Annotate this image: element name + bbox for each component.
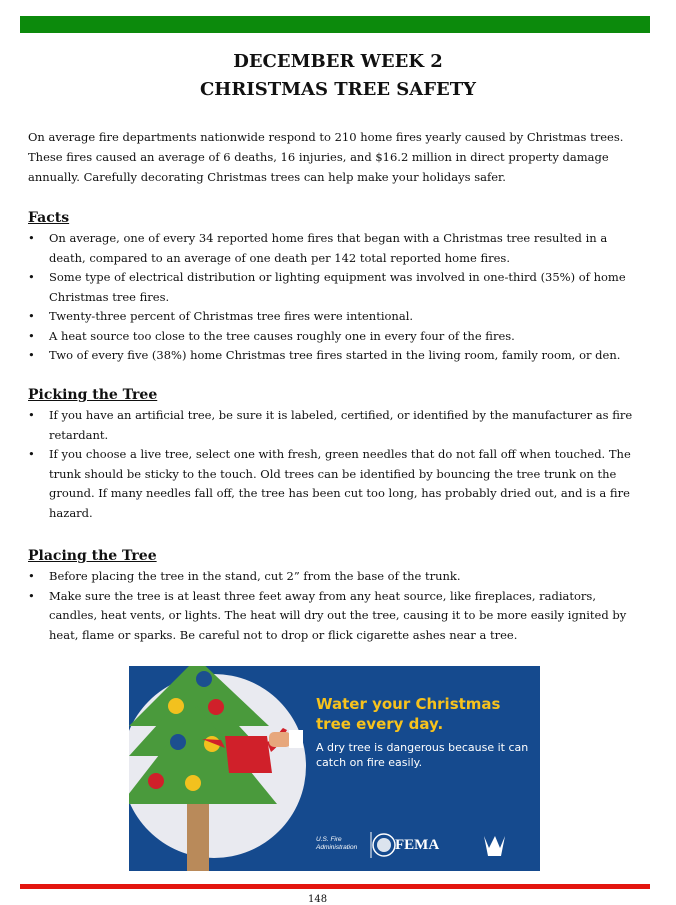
list-item: • Some type of electrical distribution or lighting equipment was involved in one-third (35%) of home Christmas tree fires. [28, 268, 634, 307]
picking-heading: Picking the Tree [28, 387, 158, 403]
page-number: 148 [308, 894, 328, 905]
list-item: • Twenty-three percent of Christmas tree fires were intentional. [28, 307, 634, 327]
bottom-red-bar [20, 884, 650, 889]
page-title-topic: CHRISTMAS TREE SAFETY [199, 79, 477, 100]
list-item: • A heat source too close to the tree causes roughly one in every four of the fires. [28, 327, 634, 347]
page-title-week: DECEMBER WEEK 2 [233, 51, 443, 72]
facts-heading: Facts [28, 210, 70, 226]
list-item: • On average, one of every 34 reported home fires that began with a Christmas tree resulted in a death, compared to an average of one death per 142 total reported home fires. [28, 229, 634, 268]
list-item: • Before placing the tree in the stand, cut 2” from the base of the trunk. [28, 567, 634, 587]
placing-list [28, 567, 634, 645]
banner-headline: Water your Christmas tree every day. [316, 695, 501, 733]
placing-heading: Placing the Tree [28, 548, 157, 564]
picking-list [28, 406, 634, 523]
list-item: • If you choose a live tree, select one with fresh, green needles that do not fall off when touched. The trunk should be sticky to the touch. Old trees can be identified by bouncing the tree trunk on the ground. If many needles fall off, the tree has been cut too long, has probably dried out, and is a fire hazard. [28, 445, 634, 523]
fema-logo-text: FEMA [395, 837, 440, 853]
banner-subtext: A dry tree is dangerous because it can catch on fire easily. [316, 741, 529, 769]
top-green-bar [20, 16, 650, 33]
intro-paragraph: On average fire departments nationwide respond to 210 home fires yearly caused by Christmas trees. These fires caused an average of 6 deaths, 16 injuries, and $16.2 million in direct property damage annually. Carefully decorating Christmas trees can help make your holidays safer. [28, 130, 624, 184]
usfa-logo-text: U.S. Fire Administration [316, 836, 358, 851]
list-item: • If you have an artificial tree, be sure it is labeled, certified, or identified by the manufacturer as fire retardant. [28, 406, 634, 445]
fema-water-tree-banner [129, 666, 540, 871]
list-item: • Two of every five (38%) home Christmas tree fires started in the living room, family room, or den. [28, 346, 634, 366]
facts-list [28, 229, 634, 366]
list-item: • Make sure the tree is at least three feet away from any heat source, like fireplaces, radiators, candles, heat vents, or lights. The heat will dry out the tree, causing it to be more easily ignited by heat, flame or sparks. Be careful not to drop or flick cigarette ashes near a tree. [28, 587, 634, 646]
